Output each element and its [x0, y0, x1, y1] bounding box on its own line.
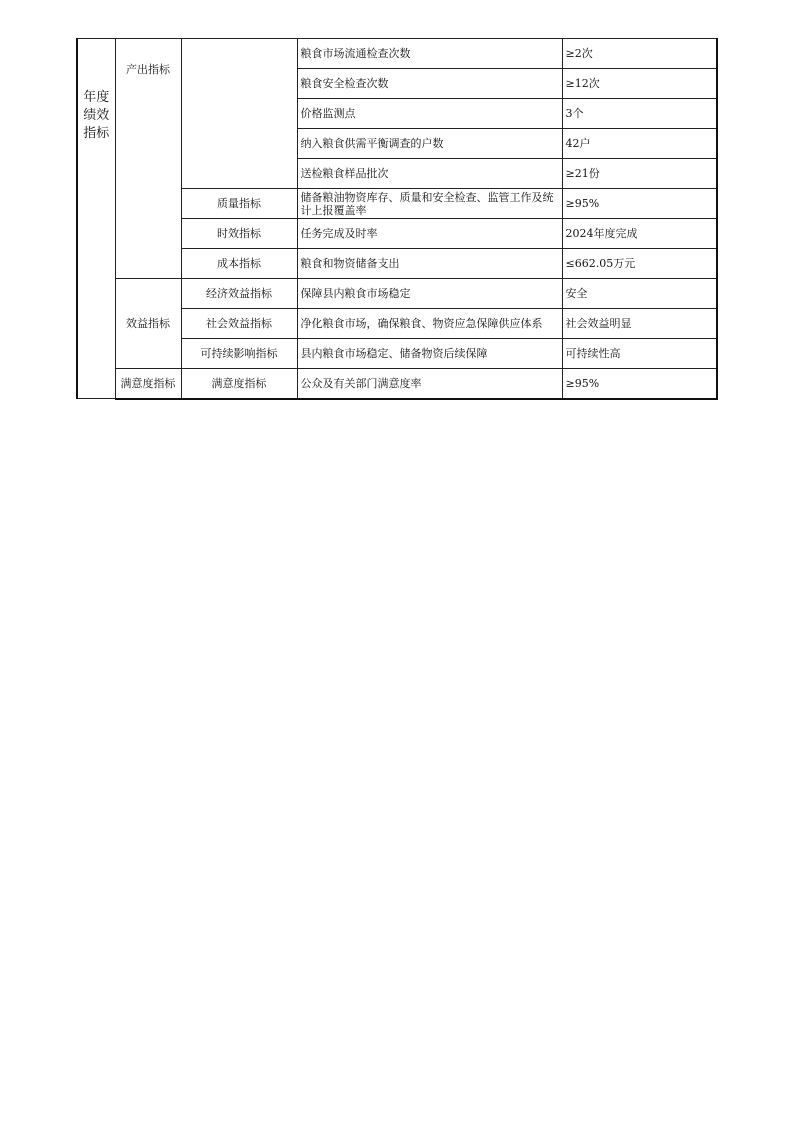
value-cell: ≥21份 [562, 159, 717, 189]
satisfaction-indicator-label: 满意度指标 [120, 376, 176, 390]
indicator-cell: 价格监测点 [297, 99, 562, 129]
performance-indicator-table [76, 38, 718, 400]
indicator-cell: 净化粮食市场，确保粮食、物资应急保障供应体系 [297, 309, 562, 339]
value-cell: ≥12次 [562, 69, 717, 99]
annual-performance-indicator-cell [77, 39, 115, 399]
indicator-cell: 储备粮油物资库存、质量和安全检查、监管工作及统计上报覆盖率 [297, 189, 562, 219]
timeliness-indicator-cell: 时效指标 [181, 219, 297, 249]
satisfaction-subindicator-cell: 满意度指标 [181, 369, 297, 399]
value-cell: 2024年度完成 [562, 219, 717, 249]
cost-indicator-cell: 成本指标 [181, 249, 297, 279]
indicator-cell: 纳入粮食供需平衡调查的户数 [297, 129, 562, 159]
economic-benefit-cell: 经济效益指标 [181, 279, 297, 309]
table-row [77, 279, 717, 309]
quantity-indicator-cell [181, 39, 297, 189]
indicator-cell: 县内粮食市场稳定、储备物资后续保障 [297, 339, 562, 369]
indicator-cell: 粮食市场流通检查次数 [297, 39, 562, 69]
indicator-cell: 任务完成及时率 [297, 219, 562, 249]
value-cell: ≥95% [562, 369, 717, 399]
benefit-indicator-label: 效益指标 [126, 317, 170, 330]
value-cell: ≥95% [562, 189, 717, 219]
sustainability-cell: 可持续影响指标 [181, 339, 297, 369]
value-cell: 3个 [562, 99, 717, 129]
benefit-indicator-cell [115, 279, 181, 369]
table-row [77, 39, 717, 69]
value-cell: 42户 [562, 129, 717, 159]
social-benefit-cell: 社会效益指标 [181, 309, 297, 339]
output-indicator-label: 产出指标 [126, 63, 170, 76]
value-cell: 安全 [562, 279, 717, 309]
indicator-cell: 公众及有关部门满意度率 [297, 369, 562, 399]
satisfaction-indicator-cell [115, 369, 181, 399]
annual-performance-indicator-label: 年度绩效指标 [83, 90, 110, 141]
value-cell: ≥2次 [562, 39, 717, 69]
value-cell: 可持续性高 [562, 339, 717, 369]
table-row [77, 369, 717, 399]
quality-indicator-cell: 质量指标 [181, 189, 297, 219]
indicator-cell: 粮食和物资储备支出 [297, 249, 562, 279]
output-indicator-cell [115, 39, 181, 279]
indicator-cell: 粮食安全检查次数 [297, 69, 562, 99]
value-cell: ≤662.05万元 [562, 249, 717, 279]
indicator-cell: 保障县内粮食市场稳定 [297, 279, 562, 309]
value-cell: 社会效益明显 [562, 309, 717, 339]
indicator-cell: 送检粮食样品批次 [297, 159, 562, 189]
